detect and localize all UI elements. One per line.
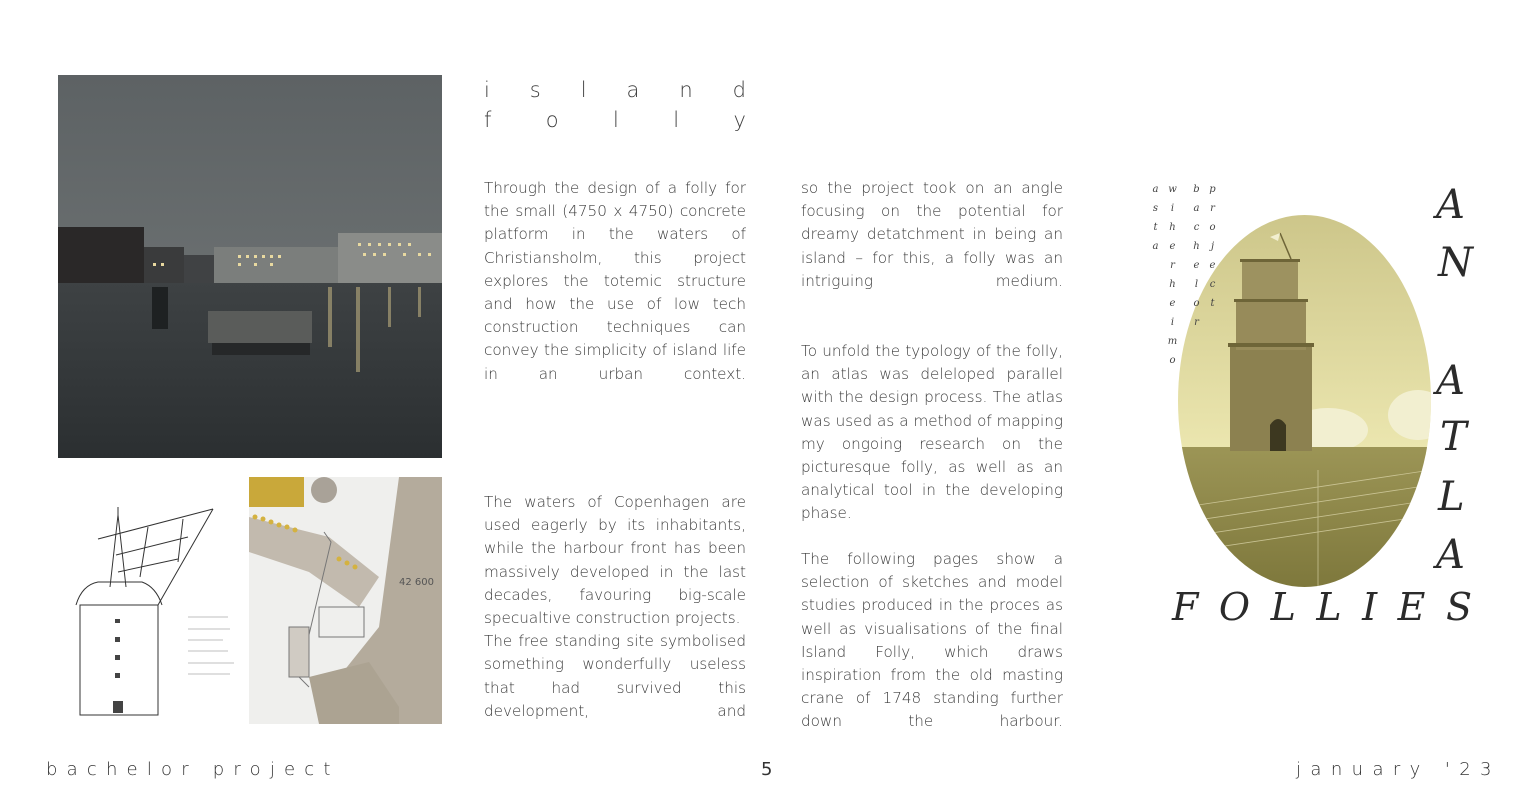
cover-letter-a: A	[1436, 358, 1465, 404]
site-plan-drawing	[249, 477, 442, 724]
cover-word-follies	[1172, 585, 1472, 629]
context-paragraph	[484, 491, 746, 723]
title-letter: i	[484, 78, 490, 102]
title-island	[484, 78, 746, 102]
page-number: 5	[761, 759, 773, 780]
crane-drawing	[58, 477, 242, 724]
paragraph-text: The following pages show a selection of sketches and model studies produced in the proces as well as visualisations of the final Island Folly, which draws inspiration from the old masting crane of 1748 standing further down the harbour.	[801, 550, 1063, 731]
site-plan-map	[249, 477, 442, 724]
paragraph-text: Through the design of a folly for the small (4750 x 4750) concrete platform in the waters of Christiansholm, this project explores the totemic structure and how the use of low tech construction techniques can convey the simplicity of island life in an urban context.	[484, 179, 746, 383]
follies-letter: I	[1362, 585, 1378, 629]
cover-letter-a: A	[1436, 182, 1465, 228]
paragraph-text: To unfold the typology of the folly, an atlas was deleloped parallel with the design process. The atlas was used as a method of mapping my ongoing research on the picturesque folly, as well as an analytical tool in the developing phase.	[801, 342, 1063, 523]
title-letter: y	[733, 108, 746, 132]
title-letter: a	[626, 78, 640, 102]
cover-letter-a: A	[1436, 532, 1465, 578]
follies-letter: L	[1270, 585, 1296, 629]
following-pages-paragraph	[801, 548, 1063, 734]
harbour-photo	[58, 75, 442, 458]
atlas-paragraph	[801, 340, 1063, 526]
title-folly	[484, 108, 746, 132]
title-letter: l	[580, 78, 587, 102]
vertical-word-text: wiherheimo	[1167, 184, 1178, 374]
title-letter: n	[679, 78, 693, 102]
title-letter: l	[613, 108, 619, 132]
paragraph-text: so the project took on an angle focusing on the potential for dreamy detatchment in being an island – for this, a folly was an intriguing medium.	[801, 179, 1063, 290]
vertical-word-project	[1203, 184, 1218, 317]
angle-paragraph	[801, 177, 1063, 293]
title-letter: d	[732, 78, 746, 102]
footer-project-label: bachelor project	[46, 759, 340, 780]
paragraph-text: The free standing site symbolised something wonderfully useless that had survived this development, and	[484, 632, 746, 720]
cover-letter-l: L	[1438, 474, 1465, 520]
intro-paragraph	[484, 177, 746, 386]
cover-letter-t: T	[1440, 414, 1467, 460]
title-letter: f	[484, 108, 492, 132]
vertical-word-wiherheimo	[1163, 184, 1178, 374]
title-letter: s	[529, 78, 541, 102]
vertical-word-asta	[1146, 184, 1161, 260]
follies-letter: L	[1316, 585, 1342, 629]
follies-letter: F	[1172, 585, 1199, 629]
title-letter: l	[673, 108, 680, 132]
masting-crane-sketch	[58, 477, 242, 724]
cover-letter-n: N	[1438, 240, 1473, 286]
vertical-word-text: bachelor	[1191, 184, 1202, 336]
footer-date: january '23	[1296, 759, 1501, 780]
vertical-word-bachelor	[1187, 184, 1202, 336]
follies-letter: S	[1445, 585, 1472, 629]
vertical-word-text: project	[1207, 184, 1218, 317]
paragraph-text: The waters of Copenhagen are used eagerly by its inhabitants, while the harbour front has been massively developed in the last decades, favouring big-scale specualtive construction projects.	[484, 493, 746, 628]
follies-letter: E	[1397, 585, 1426, 629]
map-label: 42 600	[399, 577, 434, 588]
vertical-word-text: asta	[1150, 184, 1161, 260]
harbour-photo-illustration	[58, 75, 442, 458]
follies-letter: O	[1218, 585, 1251, 629]
title-letter: o	[545, 108, 559, 132]
